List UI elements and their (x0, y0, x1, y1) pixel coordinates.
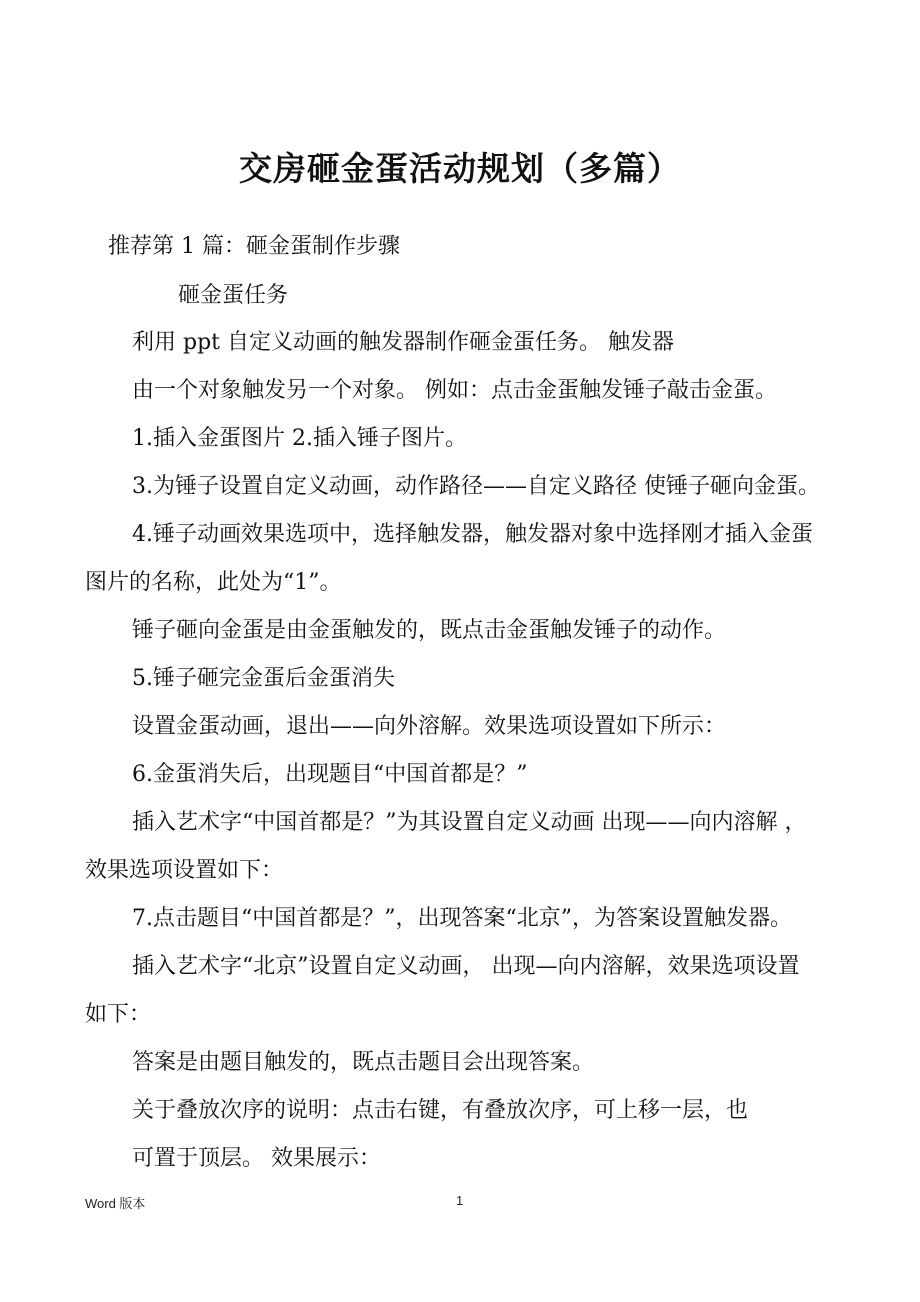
paragraph-line: 砸金蛋任务 (178, 283, 289, 308)
paragraph-line: 答案是由题目触发的，既点击题目会出现答案。 (132, 1050, 595, 1075)
paragraph-line: 利用 ppt 自定义动画的触发器制作砸金蛋任务。 触发器 (132, 330, 674, 355)
paragraph-line: 5.锤子砸完金蛋后金蛋消失 (132, 666, 395, 691)
paragraph-line: 插入艺术字“中国首都是？”为其设置自定义动画 出现——向内溶解 ， (132, 810, 807, 835)
paragraph-line: 推荐第 1 篇：砸金蛋制作步骤 (108, 234, 400, 259)
document-title: 交房砸金蛋活动规划（多篇） (239, 149, 681, 188)
page-number: 1 (456, 1193, 464, 1208)
paragraph-line: 效果选项设置如下： (85, 858, 284, 883)
footer-label: Word 版本 (85, 1196, 146, 1211)
paragraph-line: 由一个对象触发另一个对象。 例如：点击金蛋触发锤子敲击金蛋。 (132, 378, 777, 403)
paragraph-line: 3.为锤子设置自定义动画，动作路径——自定义路径 使锤子砸向金蛋。 (132, 474, 820, 499)
paragraph-line: 插入艺术字“北京”设置自定义动画， 出现—向内溶解，效果选项设置 (132, 954, 800, 979)
paragraph-line: 7.点击题目“中国首都是？”，出现答案“北京”，为答案设置触发器。 (132, 906, 792, 931)
paragraph-line: 如下： (85, 1002, 152, 1027)
paragraph-line: 6.金蛋消失后，出现题目“中国首都是？” (132, 762, 528, 787)
paragraph-line: 图片的名称，此处为“1”。 (85, 570, 342, 595)
paragraph-line: 可置于顶层。 效果展示： (132, 1146, 381, 1171)
paragraph-line: 设置金蛋动画，退出——向外溶解。效果选项设置如下所示： (132, 714, 727, 739)
paragraph-line: 锤子砸向金蛋是由金蛋触发的，既点击金蛋触发锤子的动作。 (132, 618, 727, 643)
paragraph-line: 4.锤子动画效果选项中，选择触发器，触发器对象中选择刚才插入金蛋 (132, 522, 813, 547)
paragraph-line: 1.插入金蛋图片 2.插入锤子图片。 (132, 426, 467, 451)
paragraph-line: 关于叠放次序的说明：点击右键，有叠放次序，可上移一层，也 (132, 1098, 749, 1123)
